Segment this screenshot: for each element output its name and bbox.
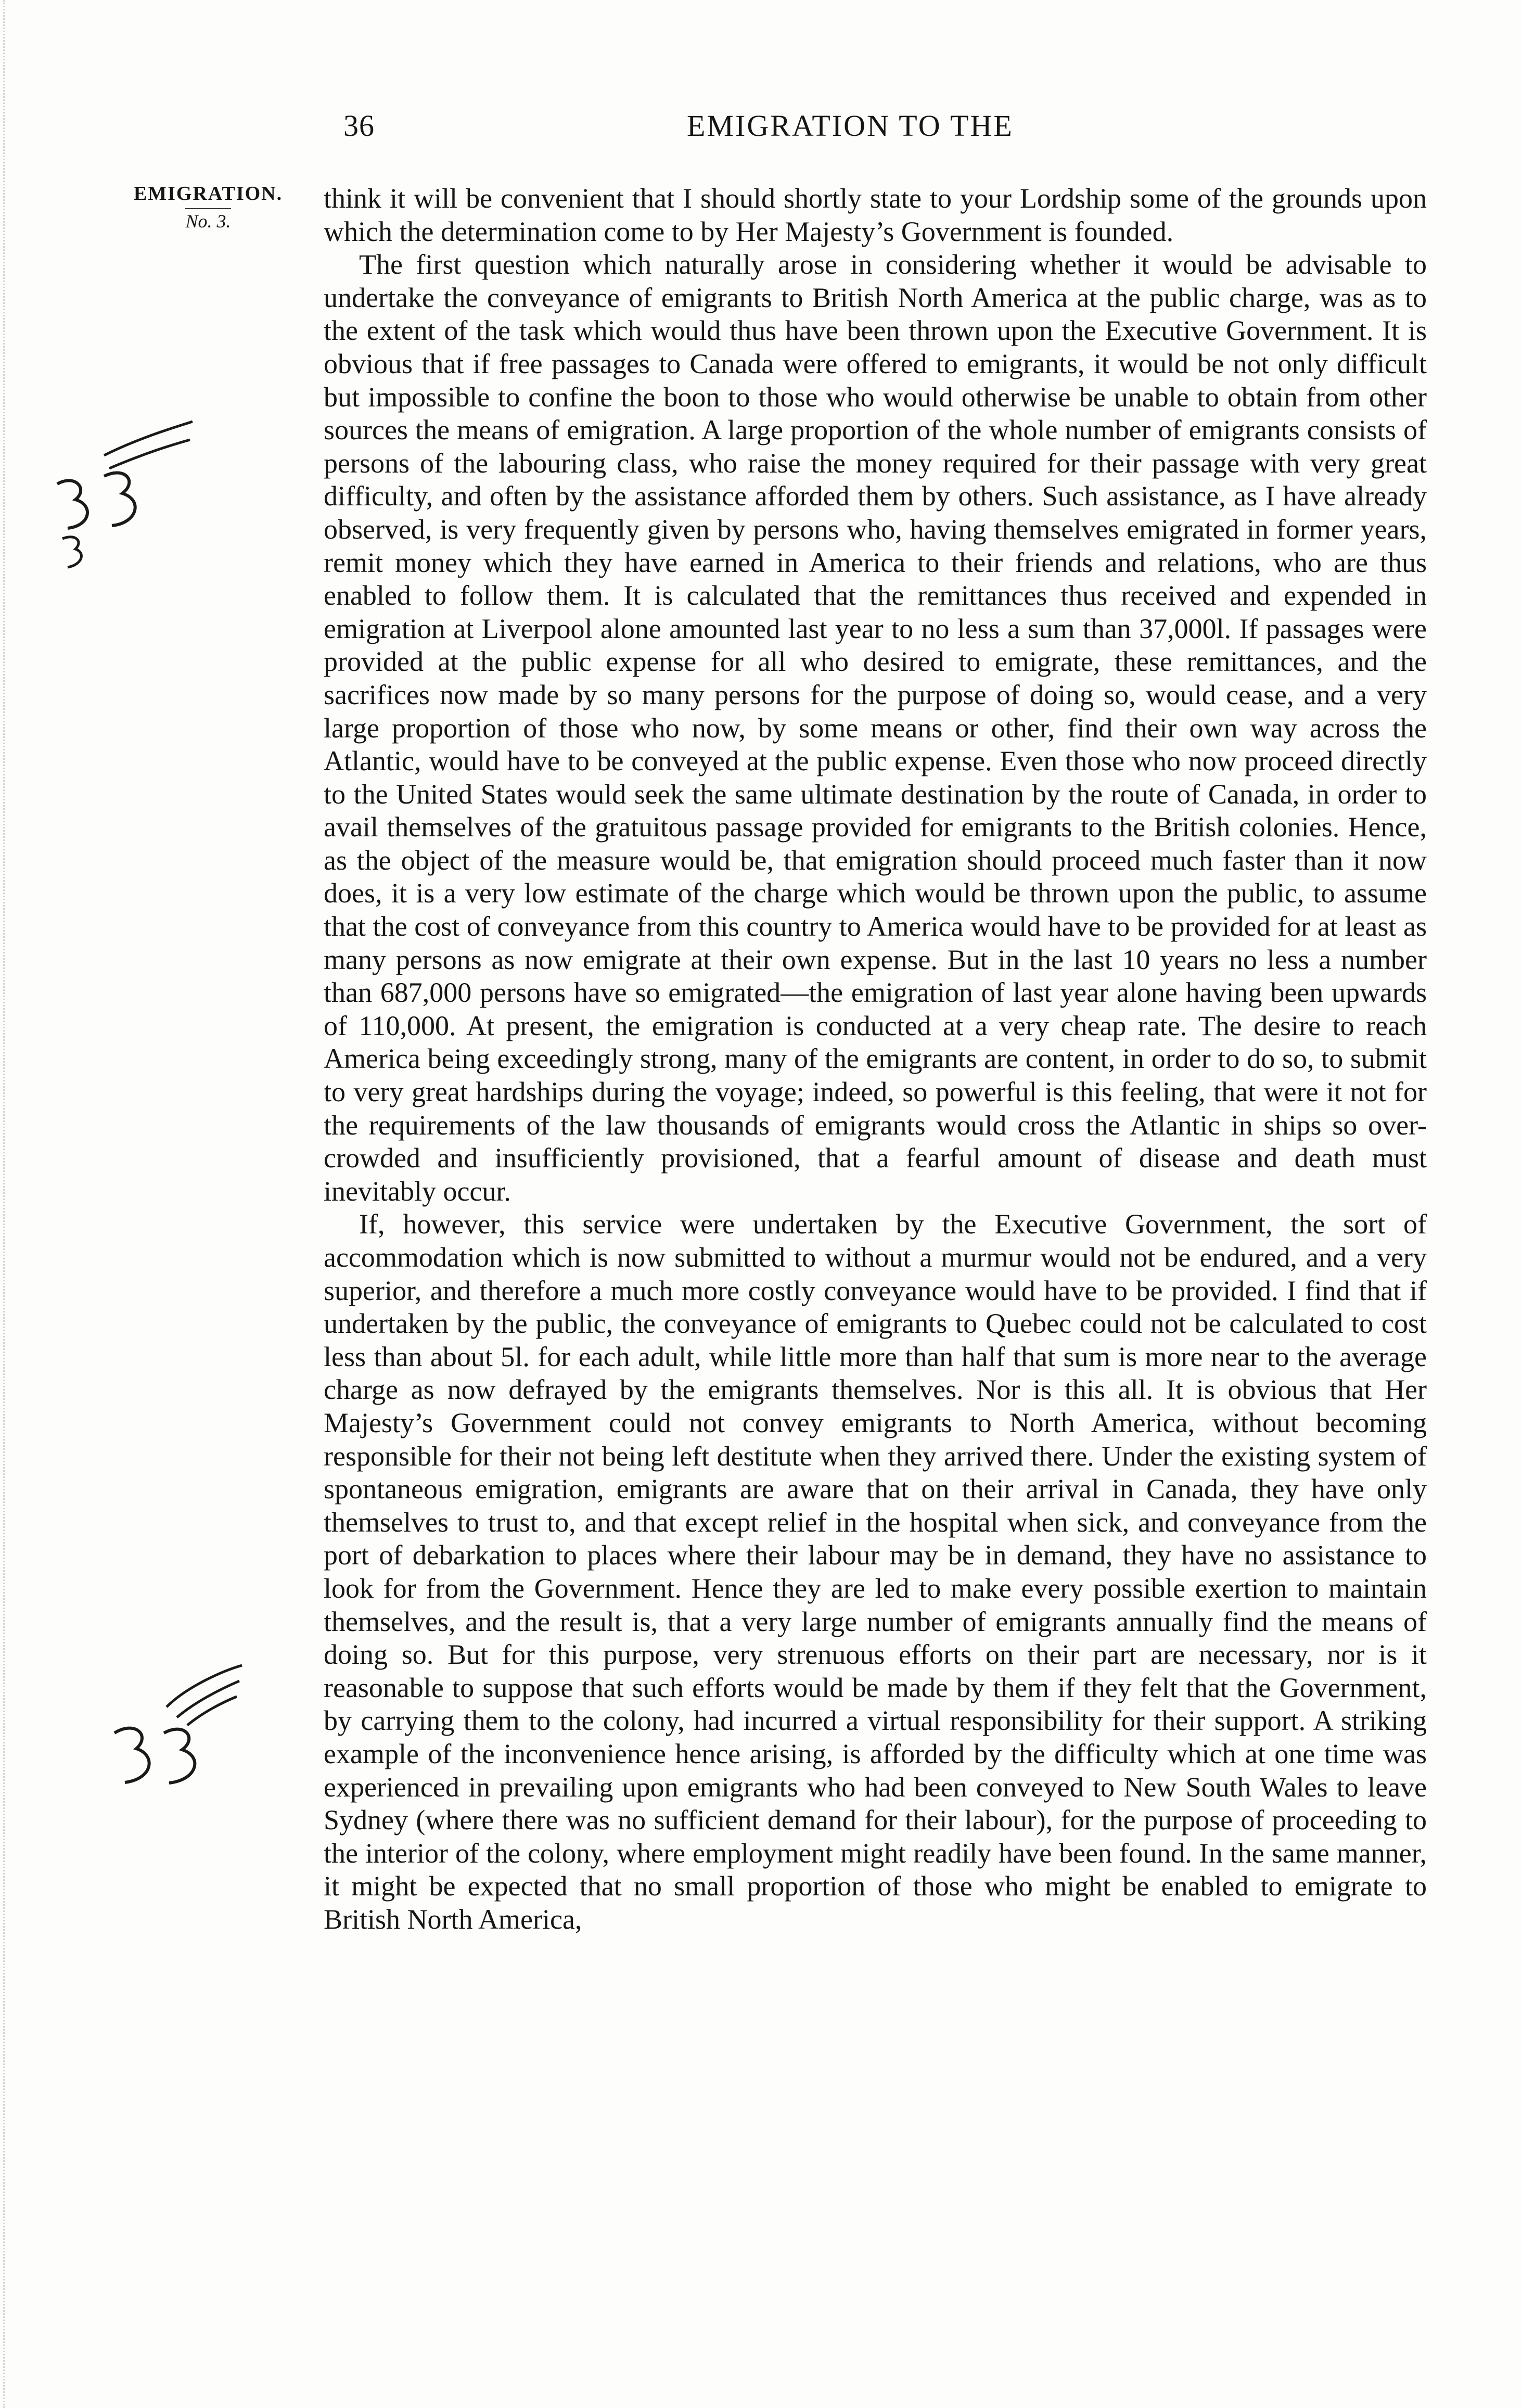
- handwritten-margin-mark: [26, 416, 198, 572]
- paragraph: think it will be convenient that I should shortly state to your Lordship some of the grounds upon which the determination come to by Her Majesty’s Government is founded.: [324, 183, 1427, 247]
- side-heading-number: No. 3.: [185, 208, 231, 232]
- body-text: [324, 182, 1427, 1936]
- running-title: EMIGRATION TO THE: [687, 109, 1014, 143]
- binding-edge: [3, 0, 25, 2408]
- page-number: 36: [343, 109, 375, 143]
- handwritten-margin-mark: [104, 1660, 250, 1795]
- side-heading: [120, 182, 297, 232]
- paragraph: The first question which naturally arose in considering whether it would be advisable to undertake the conveyance of emigrants to British North America at the public charge, was as to the extent of the task which would thus have been thrown upon the Executive Government. It is obvious that if free passages to Canada were offered to emigrants, it would be not only difficult but impossible to confine the boon to those who would otherwise be unable to obtain from other sources the means of emigration. A large proportion of the whole number of emigrants consists of persons of the labouring class, who raise the money required for their passage with very great difficulty, and often by the assistance afforded them by others. Such assistance, as I have already observed, is very frequently given by persons who, having themselves emigrated in former years, remit money which they have earned in America to their friends and relations, who are thus enabled to follow them. It is calculated that the remittances thus received and expended in emigration at Liverpool alone amounted last year to no less a sum than 37,000l. If passages were provided at the public expense for all who desired to emigrate, these remittances, and the sacrifices now made by so many persons for the purpose of doing so, would cease, and a very large proportion of those who now, by some means or other, find their own way across the Atlantic, would have to be conveyed at the public expense. Even those who now proceed directly to the United States would seek the same ultimate destination by the route of Canada, in order to avail themselves of the gratuitous passage provided for emigrants to the British colonies. Hence, as the object of the measure would be, that emigration should proceed much faster than it now does, it is a very low estimate of the charge which would be thrown upon the public, to assume that the cost of conveyance from this country to America would have to be provided for at least as many persons as now emigrate at their own expense. But in the last 10 years no less a number than 687,000 persons have so emigrated—the emigration of last year alone having been upwards of 110,000. At present, the emigration is conducted at a very cheap rate. The desire to reach America being exceedingly strong, many of the emigrants are content, in order to do so, to submit to very great hardships during the voyage; indeed, so powerful is this feeling, that were it not for the requirements of the law thousands of emigrants would cross the Atlantic in ships so over-crowded and insufficiently provisioned, that a fearful amount of disease and death must inevitably occur.: [324, 249, 1427, 1207]
- paragraph: If, however, this service were undertaken by the Executive Government, the sort of accommodation which is now submitted to without a murmur would not be endured, and a very superior, and therefore a much more costly conveyance would have to be provided. I find that if undertaken by the public, the conveyance of emigrants to Quebec could not be calculated to cost less than about 5l. for each adult, while little more than half that sum is more near to the average charge as now defrayed by the emigrants themselves. Nor is this all. It is obvious that Her Majesty’s Government could not convey emigrants to North America, without becoming responsible for their not being left destitute when they arrived there. Under the existing system of spontaneous emigration, emigrants are aware that on their arrival in Canada, they have only themselves to trust to, and that except relief in the hospital when sick, and conveyance from the port of debarkation to places where their labour may be in demand, they have no assistance to look for from the Government. Hence they are led to make every possible exertion to maintain themselves, and the result is, that a very large number of emigrants annually find the means of doing so. But for this purpose, very strenuous efforts on their part are necessary, nor is it reasonable to suppose that such efforts would be made by them if they felt that the Government, by carrying them to the colony, had incurred a virtual responsibility for their support. A striking example of the inconvenience hence arising, is afforded by the difficulty which at one time was experienced in prevailing upon emigrants who had been conveyed to New South Wales to leave Sydney (where there was no sufficient demand for their labour), for the purpose of proceeding to the interior of the colony, where employment might readily have been found. In the same manner, it might be expected that no small proportion of those who might be enabled to emigrate to British North America,: [324, 1208, 1427, 1935]
- side-heading-title: EMIGRATION.: [133, 183, 283, 205]
